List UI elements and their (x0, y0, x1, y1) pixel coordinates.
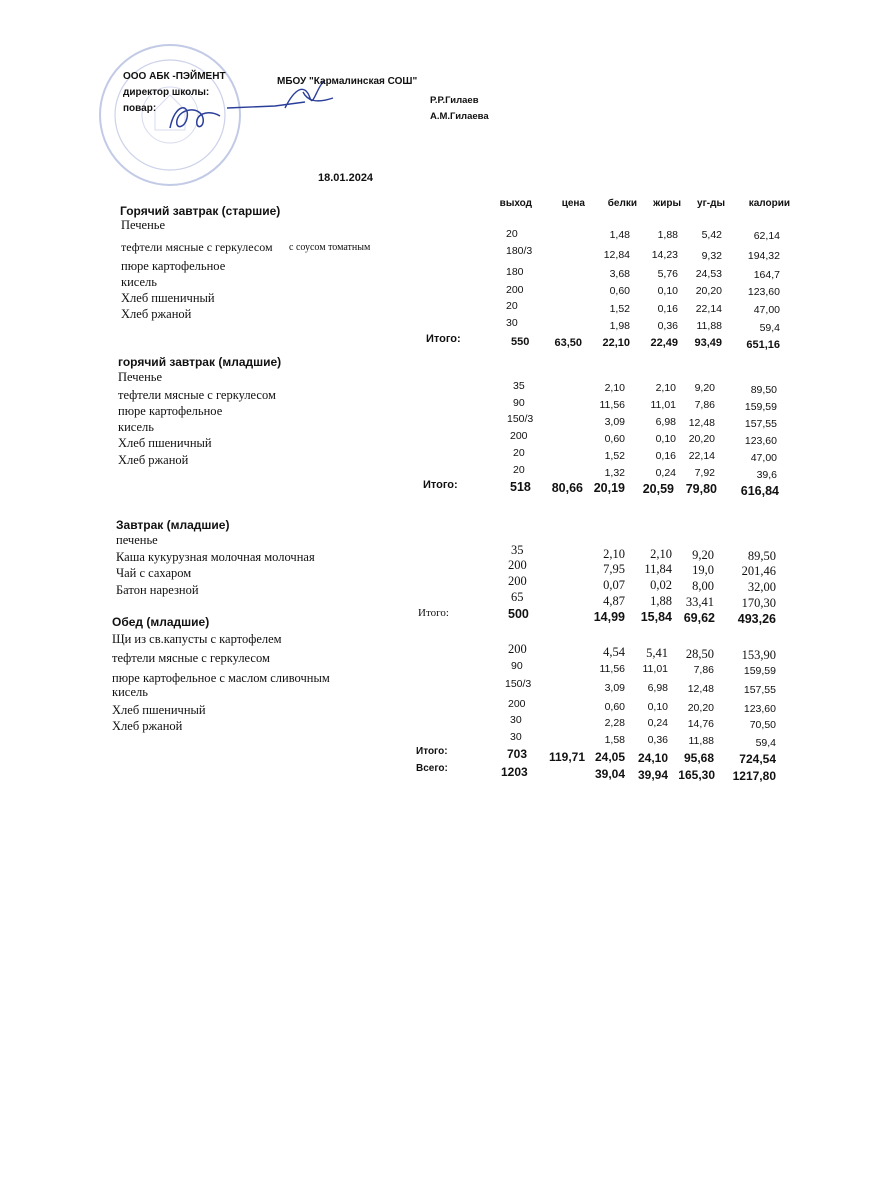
menu-item: Щи из св.капусты с картофелем (112, 632, 282, 646)
menu-item: печенье (116, 533, 158, 547)
menu-item: тефтели мясные с геркулесом (121, 240, 273, 254)
menu-item: кисель (121, 275, 157, 289)
menu-item: Хлеб пшеничный (118, 436, 212, 450)
menu-item: тефтели мясные с геркулесом (118, 388, 276, 402)
col-header-fat: жиры (653, 198, 681, 209)
menu-item: пюре картофельное с маслом сливочным (112, 671, 330, 685)
school-name: МБОУ "Кармалинская СОШ" (277, 76, 418, 87)
menu-item: Батон нарезной (116, 583, 199, 597)
menu-item-note: с соусом томатным (289, 242, 371, 253)
section-title: Завтрак (младшие) (116, 518, 230, 532)
col-header-calories: калории (748, 198, 790, 209)
col-header-price: цена (561, 198, 585, 209)
menu-item: Печенье (121, 218, 166, 232)
menu-item: кисель (118, 420, 154, 434)
section-title: горячий завтрак (младшие) (118, 355, 282, 369)
menu-item: Каша кукурузная молочная молочная (116, 550, 315, 564)
section-title: Обед (младшие) (112, 615, 210, 629)
director-label: директор школы: (123, 87, 210, 98)
menu-item: Чай с сахаром (116, 566, 192, 580)
director-name: Р.Р.Гилаев (430, 95, 479, 106)
menu-item: Печенье (118, 370, 163, 384)
menu-item: Хлеб ржаной (121, 307, 192, 321)
menu-item: тефтели мясные с геркулесом (112, 651, 270, 665)
org-name: ООО АБК -ПЭЙМЕНТ (123, 71, 226, 82)
col-header-output: выход (499, 198, 532, 209)
menu-item: кисель (112, 685, 148, 699)
col-header-carbs: уг-ды (697, 198, 725, 209)
menu-item: Хлеб пшеничный (112, 703, 206, 717)
col-header-protein: белки (607, 198, 637, 209)
menu-item: Хлеб пшеничный (121, 291, 215, 305)
section-title: Горячий завтрак (старшие) (120, 204, 281, 218)
cook-name: А.М.Гилаева (430, 111, 489, 122)
cook-label: повар: (123, 103, 157, 114)
menu-item: пюре картофельное (118, 404, 223, 418)
cook-signature (165, 98, 225, 138)
menu-item: Хлеб ржаной (112, 719, 183, 733)
menu-item: Хлеб ржаной (118, 453, 189, 467)
menu-item: пюре картофельное (121, 259, 226, 273)
menu-date: 18.01.2024 (318, 172, 374, 184)
